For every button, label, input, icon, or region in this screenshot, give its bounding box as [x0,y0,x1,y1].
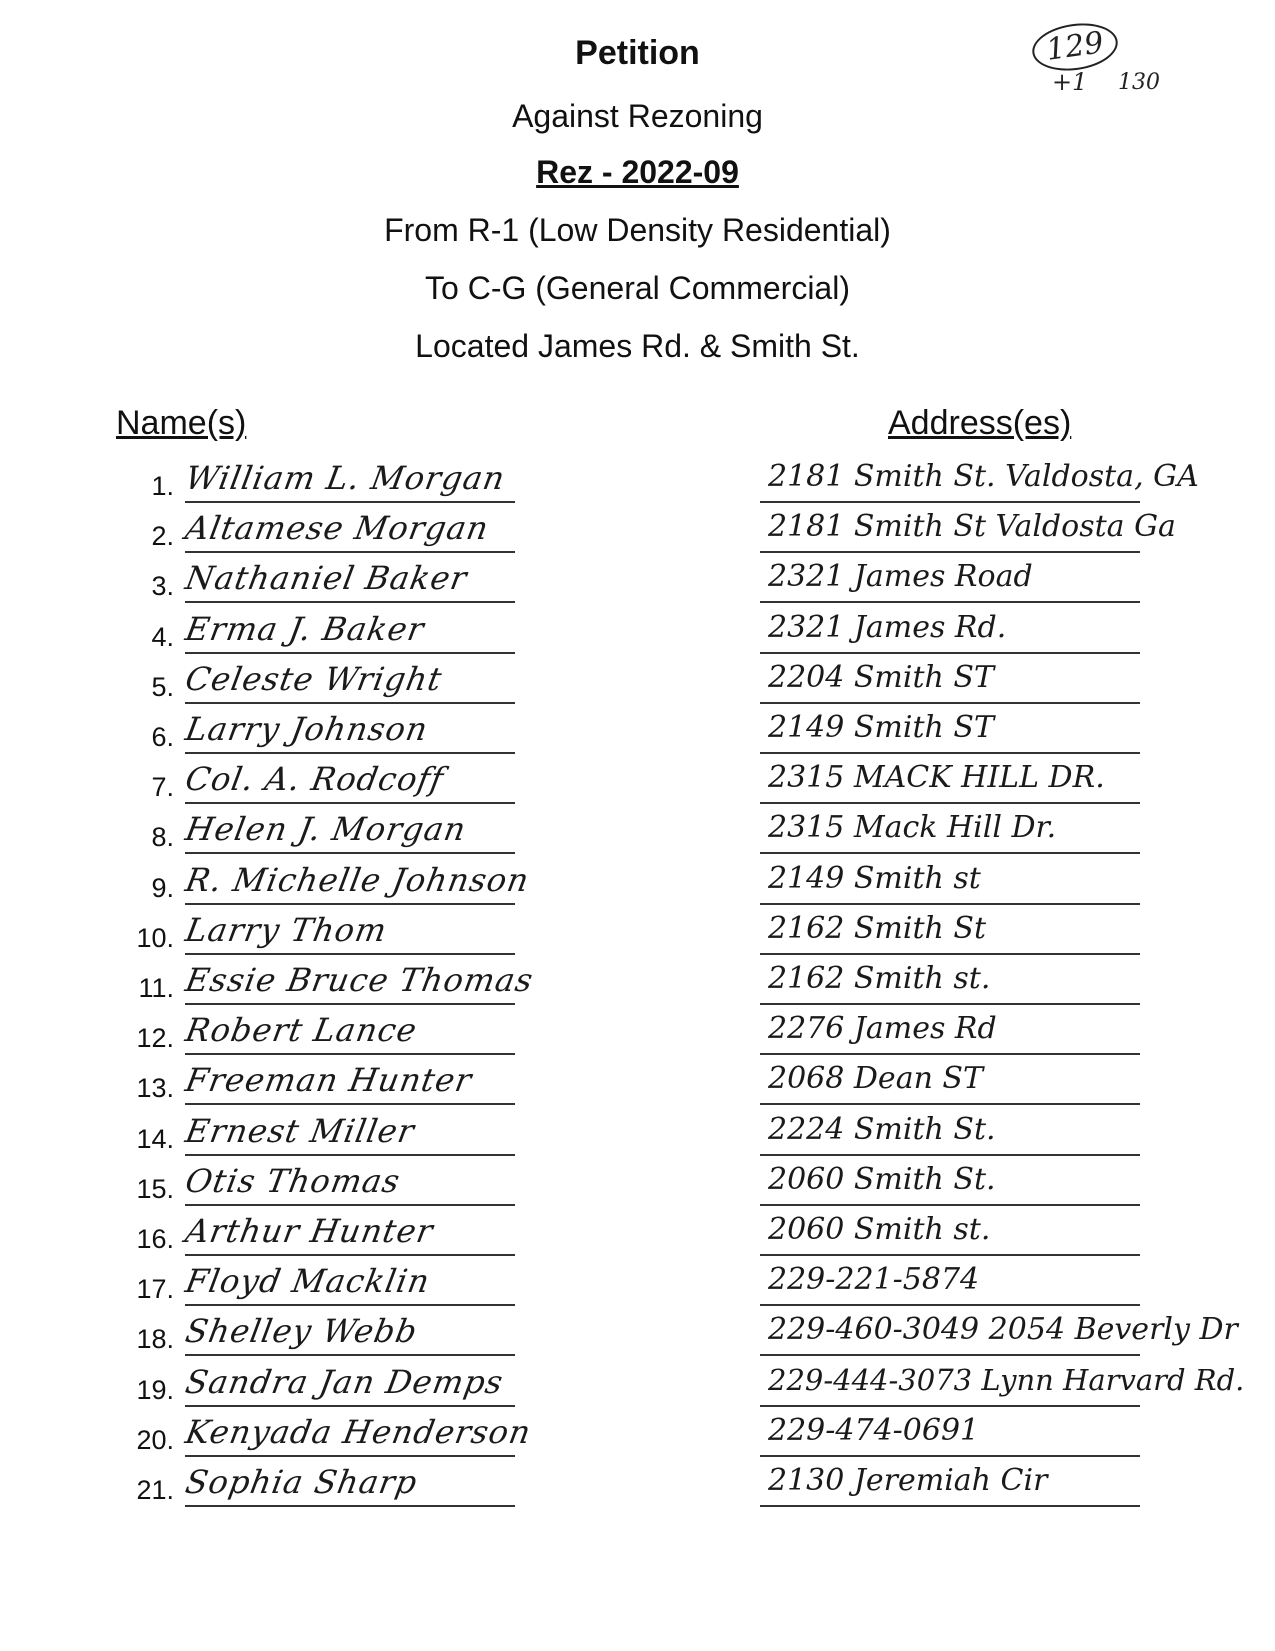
signer-address: 2162 Smith St [768,910,986,946]
signer-address: 2315 MACK HILL DR. [768,760,1105,796]
signature-row [0,1208,1275,1260]
signer-name: Sandra Jan Demps [182,1362,507,1401]
address-underline [760,1354,1140,1356]
signature-row [0,1057,1275,1109]
row-number: 2. [151,521,174,552]
signer-address: 2224 Smith St. [768,1111,996,1147]
name-underline [185,1455,515,1457]
address-underline [760,1154,1140,1156]
row-number: 9. [151,872,174,903]
name-underline [185,953,515,955]
name-underline [185,802,515,804]
signer-name: Arthur Hunter [182,1212,437,1250]
row-number: 16. [136,1224,174,1254]
signature-row [0,1459,1275,1511]
address-underline [760,953,1140,955]
row-number: 8. [151,822,174,853]
signer-address: 2181 Smith St. Valdosta, GA [768,459,1199,494]
name-underline [185,1154,515,1156]
name-underline [185,1405,515,1407]
name-underline [185,752,515,754]
address-underline [760,1304,1140,1306]
address-underline [760,702,1140,704]
signer-address: 2204 Smith ST [768,659,994,695]
signer-address: 2149 Smith st [768,860,981,896]
name-underline [185,1053,515,1055]
signer-name: Kenyada Henderson [182,1412,535,1451]
address-underline [760,1254,1140,1256]
name-underline [185,1003,515,1005]
address-underline [760,852,1140,854]
address-underline [760,652,1140,654]
signer-address: 229-221-5874 [768,1262,980,1298]
row-number: 3. [151,571,174,602]
signer-name: Erma J. Baker [182,609,428,648]
signer-name: Sophia Sharp [182,1463,421,1501]
signature-row [0,706,1275,758]
row-number: 18. [136,1324,174,1355]
name-underline [185,1103,515,1105]
name-underline [185,551,515,553]
name-underline [185,601,515,603]
signer-name: Shelley Webb [182,1312,421,1351]
signer-address: 229-460-3049 2054 Beverly Dr [768,1312,1238,1348]
petition-subtitle: Against Rezoning [512,98,763,134]
signature-row [0,656,1275,708]
address-underline [760,1405,1140,1407]
row-number: 10. [136,922,174,953]
addresses-column-header: Address(es) [888,404,1072,442]
case-number: Rez - 2022-09 [536,154,739,190]
name-underline [185,852,515,854]
signer-address: 229-444-3073 Lynn Harvard Rd. [768,1362,1245,1397]
signer-address: 2162 Smith st. [768,961,991,996]
address-underline [760,1053,1140,1055]
signer-name: Ernest Miller [182,1111,418,1150]
signature-row [0,1158,1275,1210]
address-underline [760,551,1140,553]
signature-row [0,505,1275,557]
signer-name: Nathaniel Baker [182,559,471,598]
signer-name: Larry Thom [182,910,391,949]
page-alt-number: 130 [1118,70,1160,95]
row-number: 12. [136,1023,174,1054]
address-underline [760,1455,1140,1457]
signature-row [0,857,1275,909]
name-underline [185,1254,515,1256]
signer-name: Floyd Macklin [182,1262,434,1301]
signer-name: Larry Johnson [182,710,432,748]
name-underline [185,1204,515,1206]
row-number: 19. [136,1374,174,1405]
address-underline [760,752,1140,754]
address-underline [760,1204,1140,1206]
name-underline [185,501,515,503]
row-number: 20. [136,1424,174,1455]
circled-page-number: 129 [1029,18,1121,76]
signer-name: Freeman Hunter [182,1061,476,1100]
signer-name: Celeste Wright [182,659,446,698]
name-underline [185,702,515,704]
address-underline [760,1003,1140,1005]
name-underline [185,652,515,654]
signer-name: Helen J. Morgan [182,810,470,849]
signer-name: R. Michelle Johnson [182,860,533,899]
signer-name: William L. Morgan [182,459,509,497]
signer-name: Otis Thomas [182,1161,404,1200]
signature-row [0,806,1275,858]
signature-row [0,555,1275,607]
name-underline [185,1354,515,1356]
row-number: 6. [151,722,174,752]
row-number: 15. [136,1173,174,1204]
signature-row [0,1007,1275,1059]
signer-address: 2068 Dean ST [768,1061,983,1097]
address-underline [760,903,1140,905]
signature-row [0,606,1275,658]
row-number: 21. [136,1475,174,1505]
row-number: 11. [138,973,174,1003]
name-underline [185,903,515,905]
row-number: 14. [136,1123,174,1154]
row-number: 13. [136,1073,174,1104]
row-number: 7. [151,772,174,803]
address-underline [760,1505,1140,1507]
signature-row [0,1359,1275,1411]
name-underline [185,1304,515,1306]
signer-address: 2060 Smith St. [768,1161,996,1197]
signer-address: 229-474-0691 [768,1412,980,1448]
signer-address: 2181 Smith St Valdosta Ga [768,509,1176,545]
petition-title: Petition [575,34,700,72]
signature-row [0,1258,1275,1310]
signature-row [0,1108,1275,1160]
signer-address: 2321 James Rd. [768,609,1007,645]
signer-address: 2321 James Road [768,559,1033,595]
names-column-header: Name(s) [116,404,247,442]
signature-row [0,1308,1275,1360]
signature-row [0,957,1275,1009]
signature-row [0,455,1275,507]
row-number: 5. [151,671,174,702]
signer-name: Robert Lance [182,1011,421,1050]
address-underline [760,802,1140,804]
signer-address: 2315 Mack Hill Dr. [768,810,1057,846]
row-number: 1. [151,471,174,501]
row-number: 4. [151,621,174,652]
address-underline [760,1103,1140,1105]
address-underline [760,501,1140,503]
from-zone: From R-1 (Low Density Residential) [384,212,891,248]
row-number: 17. [136,1274,174,1305]
page-plus-note: +1 [1052,68,1088,96]
signature-row [0,756,1275,808]
signature-row [0,907,1275,959]
signer-address: 2060 Smith st. [768,1212,991,1247]
signer-name: Altamese Morgan [182,509,492,548]
address-underline [760,601,1140,603]
location-line: Located James Rd. & Smith St. [415,328,860,364]
signature-row [0,1409,1275,1461]
signer-name: Col. A. Rodcoff [182,760,447,799]
signer-address: 2130 Jeremiah Cir [768,1463,1048,1498]
name-underline [185,1505,515,1507]
signer-address: 2276 James Rd [768,1011,997,1047]
signer-address: 2149 Smith ST [768,710,994,745]
to-zone: To C-G (General Commercial) [425,270,850,306]
signer-name: Essie Bruce Thomas [182,961,537,999]
